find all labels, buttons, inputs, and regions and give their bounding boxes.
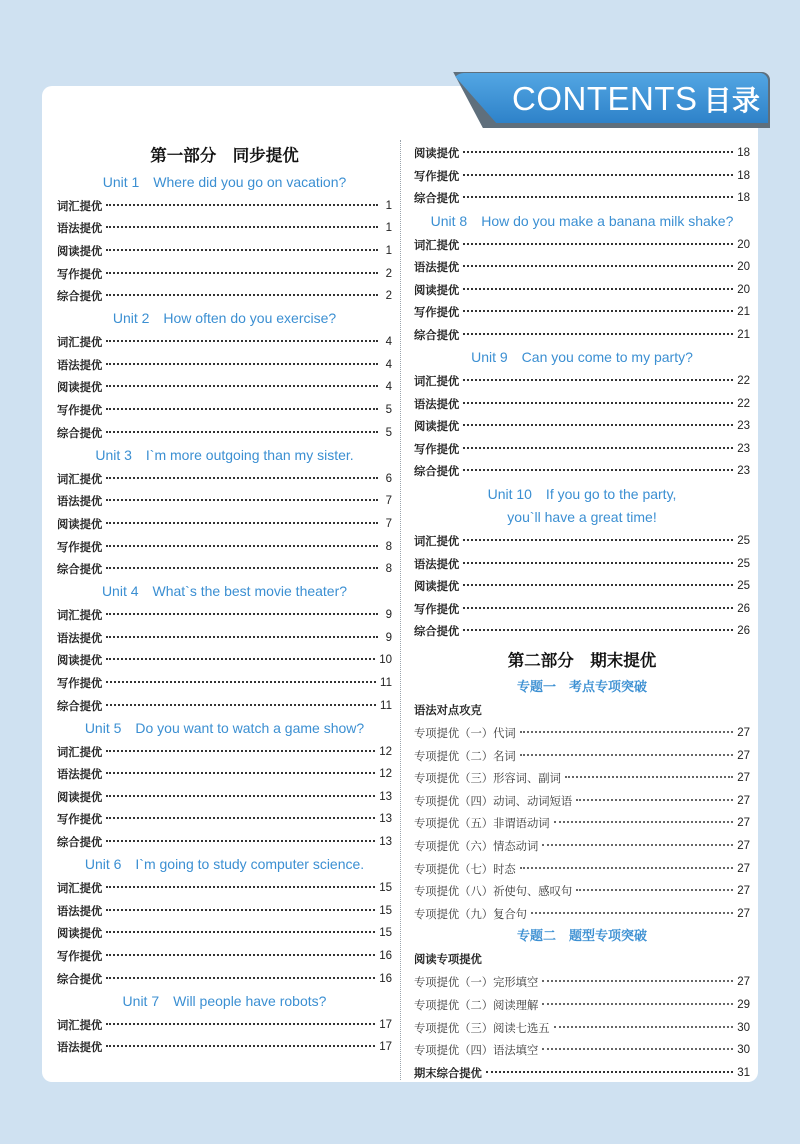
entry-label: 写作提优	[414, 602, 460, 616]
dot-leader	[106, 613, 378, 615]
entry-label: 写作提优	[57, 540, 103, 554]
toc-entry[interactable]	[57, 376, 392, 399]
dot-leader	[463, 469, 733, 471]
toc-entry[interactable]	[414, 812, 750, 835]
toc-entry[interactable]	[414, 278, 750, 301]
dot-leader	[106, 545, 378, 547]
right-column	[414, 142, 750, 1084]
toc-entry[interactable]	[57, 331, 392, 354]
dot-leader	[106, 1045, 375, 1047]
entry-label: 专项提优（一）代词	[414, 726, 516, 740]
toc-entry[interactable]	[414, 835, 750, 858]
entry-label: 语法提优	[57, 904, 103, 918]
toc-entry[interactable]	[57, 399, 392, 422]
entry-label: 词汇提优	[414, 535, 460, 549]
entry-label: 专项提优（一）完形填空	[414, 976, 539, 990]
dot-leader	[463, 333, 733, 335]
toc-entry[interactable]	[414, 744, 750, 767]
dot-leader	[106, 204, 378, 206]
entry-label: 词汇提优	[57, 882, 103, 896]
entry-label: 语法提优	[57, 1041, 103, 1055]
unit-title: Unit 8 How do you make a banana milk shake?	[430, 212, 734, 229]
entry-label: 综合提优	[57, 563, 103, 577]
entry-label: 语法提优	[57, 631, 103, 645]
toc-entry[interactable]	[414, 575, 750, 598]
entry-label: 阅读提优	[57, 517, 103, 531]
entry-page: 15	[379, 882, 392, 895]
dot-leader	[463, 151, 733, 153]
entry-label: 综合提优	[57, 836, 103, 850]
toc-entry[interactable]	[57, 195, 392, 218]
dot-leader	[106, 294, 378, 296]
entry-page: 30	[737, 1021, 750, 1034]
dot-leader	[576, 799, 733, 801]
toc-entry[interactable]	[414, 233, 750, 256]
entry-page: 11	[380, 699, 392, 712]
toc-entry[interactable]	[414, 620, 750, 643]
entry-label: 综合提优	[414, 192, 460, 206]
unit-title: Unit 5 Do you want to watch a game show?	[84, 719, 365, 736]
entry-page: 9	[385, 609, 392, 622]
toc-entry[interactable]	[414, 722, 750, 745]
entry-label: 阅读提优	[57, 381, 103, 395]
toc-entry[interactable]	[57, 740, 392, 763]
dot-leader	[106, 226, 378, 228]
toc-entry[interactable]	[57, 240, 392, 263]
entry-label: 专项提优（二）名词	[414, 749, 516, 763]
toc-entry[interactable]	[57, 354, 392, 377]
dot-leader	[463, 402, 733, 404]
toc-entry[interactable]	[414, 165, 750, 188]
toc-entry[interactable]	[57, 490, 392, 513]
dot-leader	[106, 385, 378, 387]
dot-leader	[554, 821, 734, 823]
entry-label: 专项提优（八）祈使句、感叹句	[414, 885, 573, 899]
entry-label: 综合提优	[414, 625, 460, 639]
toc-entry[interactable]	[414, 1039, 750, 1062]
entry-page: 4	[385, 381, 392, 394]
dot-leader	[542, 1003, 733, 1005]
entry-page: 25	[737, 557, 750, 570]
entry-label: 阅读提优	[57, 654, 103, 668]
dot-leader	[106, 499, 378, 501]
toc-entry[interactable]	[57, 627, 392, 650]
entry-label: 语法提优	[414, 557, 460, 571]
dot-leader	[520, 754, 734, 756]
dot-leader	[106, 636, 378, 638]
column-divider	[400, 140, 401, 1080]
entry-page: 25	[737, 580, 750, 593]
dot-leader	[463, 243, 733, 245]
entry-page: 1	[385, 222, 392, 235]
dot-leader	[486, 1071, 733, 1073]
dot-leader	[520, 867, 734, 869]
toc-entry[interactable]	[414, 438, 750, 461]
dot-leader	[520, 731, 734, 733]
entry-label: 词汇提优	[414, 375, 460, 389]
contents-title-cn: 目录	[703, 84, 761, 117]
entry-label: 语法提优	[414, 261, 460, 275]
entry-page: 8	[385, 563, 392, 576]
entry-label: 阅读提优	[414, 283, 460, 297]
toc-entry[interactable]	[414, 598, 750, 621]
toc-entry[interactable]	[57, 672, 392, 695]
toc-entry[interactable]	[57, 1013, 392, 1036]
toc-entry[interactable]	[414, 324, 750, 347]
dot-leader	[463, 629, 733, 631]
dot-leader	[542, 1048, 733, 1050]
entry-label: 写作提优	[57, 949, 103, 963]
entry-label: 专项提优（九）复合句	[414, 907, 527, 921]
dot-leader	[463, 447, 733, 449]
dot-leader	[106, 363, 378, 365]
entry-page: 21	[737, 328, 750, 341]
entry-label: 综合提优	[57, 426, 103, 440]
toc-entry[interactable]	[57, 262, 392, 285]
entry-label: 专项提优（三）形容词、副词	[414, 772, 561, 786]
entry-page: 15	[379, 904, 392, 917]
entry-page: 23	[737, 442, 750, 455]
entry-page: 27	[737, 839, 750, 852]
entry-label: 综合提优	[57, 972, 103, 986]
entry-label: 写作提优	[57, 813, 103, 827]
entry-page: 17	[379, 1041, 392, 1054]
dot-leader	[542, 844, 733, 846]
topic2-group: 阅读专项提优	[414, 953, 482, 967]
entry-page: 29	[737, 998, 750, 1011]
dot-leader	[106, 772, 375, 774]
entry-page: 20	[737, 238, 750, 251]
dot-leader	[463, 265, 733, 267]
entry-label: 专项提优（三）阅读七选五	[414, 1021, 550, 1035]
entry-page: 27	[737, 749, 750, 762]
dot-leader	[106, 522, 378, 524]
entry-page: 26	[737, 602, 750, 615]
topic1-group: 语法对点攻克	[414, 703, 482, 717]
entry-page: 27	[737, 772, 750, 785]
entry-label: 词汇提优	[414, 238, 460, 252]
toc-entry[interactable]	[57, 217, 392, 240]
entry-page: 8	[385, 540, 392, 553]
entry-page: 16	[379, 972, 392, 985]
dot-leader	[106, 931, 375, 933]
toc-entry[interactable]	[57, 945, 392, 968]
toc-entry[interactable]	[414, 256, 750, 279]
left-column	[57, 142, 392, 1059]
dot-leader	[106, 954, 375, 956]
entry-label: 写作提优	[414, 169, 460, 183]
dot-leader	[463, 424, 733, 426]
entry-page: 10	[379, 654, 392, 667]
entry-page: 6	[385, 472, 392, 485]
topic1-title: 专题一 考点专项突破	[516, 679, 647, 695]
toc-entry[interactable]	[414, 971, 750, 994]
toc-entry[interactable]	[57, 513, 392, 536]
entry-label: 词汇提优	[57, 199, 103, 213]
toc-entry[interactable]	[57, 763, 392, 786]
entry-label: 写作提优	[57, 676, 103, 690]
toc-entry[interactable]	[414, 392, 750, 415]
toc-entry[interactable]	[414, 415, 750, 438]
toc-entry[interactable]	[414, 902, 750, 925]
entry-page: 2	[385, 267, 392, 280]
toc-entry[interactable]	[57, 421, 392, 444]
dot-leader	[106, 431, 378, 433]
toc-entry[interactable]	[414, 460, 750, 483]
dot-leader	[463, 539, 733, 541]
entry-page: 20	[737, 283, 750, 296]
unit-title: Unit 10 If you go to the party,	[487, 485, 677, 502]
dot-leader	[565, 776, 733, 778]
toc-entry[interactable]	[57, 808, 392, 831]
entry-label: 词汇提优	[57, 745, 103, 759]
entry-label: 综合提优	[57, 290, 103, 304]
entry-label: 写作提优	[57, 404, 103, 418]
dot-leader	[106, 681, 376, 683]
entry-page: 12	[379, 768, 392, 781]
entry-page: 5	[385, 404, 392, 417]
entry-page: 5	[385, 426, 392, 439]
entry-page: 18	[737, 147, 750, 160]
dot-leader	[106, 1023, 375, 1025]
entry-page: 1	[385, 244, 392, 257]
toc-entry[interactable]	[57, 877, 392, 900]
entry-label: 专项提优（七）时态	[414, 862, 516, 876]
entry-page: 13	[379, 836, 392, 849]
dot-leader	[106, 817, 375, 819]
toc-entry[interactable]	[414, 857, 750, 880]
entry-page: 4	[385, 336, 392, 349]
entry-page: 18	[737, 192, 750, 205]
entry-label: 写作提优	[57, 267, 103, 281]
entry-page: 27	[737, 976, 750, 989]
entry-page: 27	[737, 726, 750, 739]
dot-leader	[463, 288, 733, 290]
entry-page: 2	[385, 290, 392, 303]
entry-label: 综合提优	[414, 328, 460, 342]
dot-leader	[576, 889, 733, 891]
entry-page: 27	[737, 817, 750, 830]
entry-label: 词汇提优	[57, 1018, 103, 1032]
toc-entry[interactable]	[57, 604, 392, 627]
entry-page: 20	[737, 261, 750, 274]
dot-leader	[106, 909, 375, 911]
dot-leader	[463, 562, 733, 564]
toc-entry[interactable]	[57, 967, 392, 990]
topic2-entries	[414, 971, 750, 1061]
dot-leader	[106, 840, 375, 842]
dot-leader	[106, 977, 375, 979]
entry-page: 13	[379, 790, 392, 803]
entry-label: 综合提优	[414, 465, 460, 479]
unit-title: Unit 9 Can you come to my party?	[471, 349, 693, 366]
entry-label: 期末综合提优	[414, 1066, 482, 1080]
dot-leader	[106, 750, 375, 752]
dot-leader	[106, 658, 375, 660]
entry-label: 阅读提优	[414, 580, 460, 594]
toc-entry[interactable]	[414, 530, 750, 553]
entry-page: 22	[737, 397, 750, 410]
entry-label: 写作提优	[414, 442, 460, 456]
entry-page: 30	[737, 1044, 750, 1057]
toc-entry[interactable]	[57, 831, 392, 854]
entry-page: 31	[737, 1066, 750, 1079]
dot-leader	[542, 980, 733, 982]
entry-label: 专项提优（四）语法填空	[414, 1044, 539, 1058]
entry-page: 26	[737, 625, 750, 638]
part2-title: 第二部分 期末提优	[507, 650, 657, 670]
unit-title: Unit 3 I`m more outgoing than my sister.	[95, 446, 354, 463]
toc-entry[interactable]	[414, 767, 750, 790]
entry-page: 11	[380, 676, 392, 689]
dot-leader	[106, 704, 376, 706]
entry-label: 语法提优	[57, 495, 103, 509]
entry-label: 词汇提优	[57, 609, 103, 623]
topic1-entries	[414, 722, 750, 925]
entry-page: 18	[737, 169, 750, 182]
entry-page: 16	[379, 949, 392, 962]
entry-page: 21	[737, 306, 750, 319]
toc-entry[interactable]	[57, 899, 392, 922]
dot-leader	[106, 886, 375, 888]
entry-label: 专项提优（四）动词、动词短语	[414, 794, 573, 808]
toc-entry[interactable]	[57, 535, 392, 558]
entry-page: 27	[737, 907, 750, 920]
unit-title: Unit 2 How often do you exercise?	[112, 310, 337, 327]
toc-entry[interactable]	[57, 285, 392, 308]
dot-leader	[554, 1026, 734, 1028]
entry-label: 写作提优	[414, 306, 460, 320]
toc-entry[interactable]	[57, 922, 392, 945]
entry-label: 阅读提优	[414, 147, 460, 161]
toc-entry[interactable]	[57, 1036, 392, 1059]
dot-leader	[463, 584, 733, 586]
part1-title: 第一部分 同步提优	[150, 146, 299, 165]
entry-page: 4	[385, 358, 392, 371]
topic2-title: 专题二 题型专项突破	[516, 929, 647, 945]
entry-page: 27	[737, 862, 750, 875]
dot-leader	[463, 310, 733, 312]
dot-leader	[106, 249, 378, 251]
entry-page: 22	[737, 375, 750, 388]
entry-label: 语法提优	[57, 358, 103, 372]
entry-page: 23	[737, 420, 750, 433]
entry-page: 23	[737, 465, 750, 478]
toc-entry[interactable]	[414, 880, 750, 903]
entry-page: 27	[737, 885, 750, 898]
toc-entry[interactable]	[414, 1016, 750, 1039]
entry-page: 17	[379, 1018, 392, 1031]
entry-page: 15	[379, 927, 392, 940]
toc-entry[interactable]	[414, 301, 750, 324]
dot-leader	[106, 340, 378, 342]
toc-entry[interactable]	[57, 694, 392, 717]
dot-leader	[106, 408, 378, 410]
entry-page: 13	[379, 813, 392, 826]
toc-entry[interactable]	[414, 994, 750, 1017]
right-units	[414, 210, 750, 643]
entry-label: 语法提优	[57, 222, 103, 236]
entry-page: 12	[379, 745, 392, 758]
toc-entry[interactable]	[414, 370, 750, 393]
unit-7-continued	[414, 142, 750, 210]
dot-leader	[531, 912, 733, 914]
entry-page: 7	[385, 495, 392, 508]
dot-leader	[106, 477, 378, 479]
unit-title: you`ll have a great time!	[507, 509, 657, 526]
dot-leader	[106, 567, 378, 569]
toc-entry-final[interactable]	[414, 1061, 750, 1084]
entry-label: 专项提优（二）阅读理解	[414, 998, 539, 1012]
entry-page: 25	[737, 535, 750, 548]
entry-label: 词汇提优	[57, 336, 103, 350]
entry-label: 综合提优	[57, 699, 103, 713]
dot-leader	[463, 607, 733, 609]
contents-title-en: CONTENTS	[512, 80, 698, 117]
unit-title: Unit 1 Where did you go on vacation?	[102, 174, 347, 190]
toc-entry[interactable]	[57, 558, 392, 581]
unit-title: Unit 7 Will people have robots?	[122, 992, 327, 1009]
contents-title	[512, 79, 761, 119]
entry-label: 专项提优（六）情态动词	[414, 839, 539, 853]
toc-entry[interactable]	[414, 142, 750, 165]
entry-label: 阅读提优	[57, 244, 103, 258]
entry-label: 语法提优	[414, 397, 460, 411]
toc-entry[interactable]	[414, 187, 750, 210]
toc-entry[interactable]	[414, 789, 750, 812]
entry-label: 语法提优	[57, 768, 103, 782]
entry-page: 7	[385, 517, 392, 530]
entry-page: 27	[737, 794, 750, 807]
dot-leader	[106, 795, 375, 797]
dot-leader	[463, 379, 733, 381]
unit-title: Unit 4 What`s the best movie theater?	[101, 583, 348, 600]
entry-label: 词汇提优	[57, 472, 103, 486]
entry-label: 阅读提优	[414, 420, 460, 434]
dot-leader	[106, 272, 378, 274]
toc-entry[interactable]	[414, 552, 750, 575]
dot-leader	[463, 196, 733, 198]
entry-page: 9	[385, 631, 392, 644]
toc-entry[interactable]	[57, 467, 392, 490]
entry-label: 阅读提优	[57, 790, 103, 804]
toc-entry[interactable]	[57, 786, 392, 809]
toc-entry[interactable]	[57, 649, 392, 672]
entry-page: 1	[385, 199, 392, 212]
entry-label: 阅读提优	[57, 927, 103, 941]
dot-leader	[463, 174, 733, 176]
unit-title: Unit 6 I`m going to study computer science.	[84, 856, 365, 873]
entry-label: 专项提优（五）非谓语动词	[414, 817, 550, 831]
